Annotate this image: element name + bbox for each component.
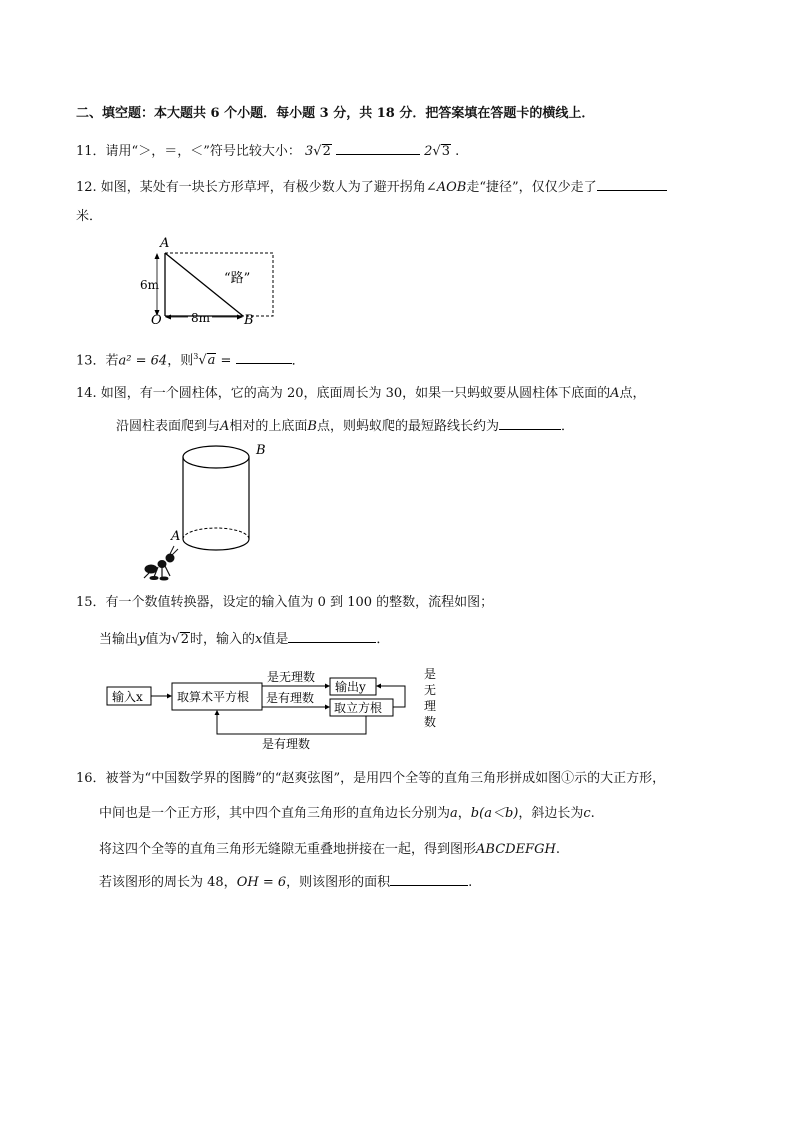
q14-text-1: 14. 如图，有一个圆柱体，它的高为 20，底面周长为 30，如果一只蚂蚁要从圆柱体下底面的 — [76, 386, 611, 401]
flow-irrational-2a: 是 — [424, 667, 437, 681]
q15-text-d: 值是 — [262, 632, 289, 647]
q12-answer-blank[interactable] — [597, 178, 667, 191]
q13-expr: a² = 64 — [118, 353, 168, 369]
q16-shape: ABCDEFGH — [476, 842, 556, 857]
question-13 — [76, 349, 305, 369]
q13-end: ． — [291, 353, 305, 369]
q12-arrow-left — [165, 315, 171, 320]
flow-irrational-2d: 数 — [424, 715, 437, 729]
flow-input-label: 输入x — [112, 690, 143, 704]
q12-dashed-rect — [165, 253, 273, 316]
q16-text-4b: ，则该图形的面积 — [286, 875, 391, 890]
q14-text-2b: 相对的上底面 — [229, 419, 308, 434]
question-12-line2: 米． — [76, 209, 103, 224]
q14-text-2c: 点，则蚂蚁爬的最短路线长约为 — [316, 419, 499, 434]
question-16-line3 — [99, 842, 560, 858]
flow-arrowhead-2 — [325, 684, 330, 689]
flow-rational-2: 是有理数 — [262, 737, 311, 751]
question-16-line4 — [99, 873, 472, 891]
q16-text-3a: 将这四个全等的直角三角形无缝隙无重叠地拼接在一起，得到图形 — [99, 842, 477, 857]
question-16-line1: 16．被誉为“中国数学界的图腾”的“赵爽弦图”，是用四个全等的直角三角形拼成如图①示的大正方形， — [76, 771, 666, 786]
q14-point-a2: A — [220, 419, 230, 434]
question-15-line1: 15．有一个数值转换器，设定的输入值为 0 到 100 的整数，流程如图； — [76, 595, 494, 610]
q12-figure — [140, 236, 280, 326]
flow-irrational-2b: 无 — [424, 683, 437, 697]
q16-text-2-end: . — [590, 806, 595, 821]
q16-answer-blank[interactable] — [390, 873, 468, 886]
q14-point-b: B — [307, 419, 317, 434]
q12-label-b: B — [244, 313, 254, 326]
cylinder-bottom-back — [183, 528, 249, 539]
q11-left-sqrt: √2 — [313, 144, 331, 159]
flow-arrowhead-3 — [325, 705, 330, 710]
flow-sqrt-label: 取算术平方根 — [177, 690, 250, 704]
q12-text-b: 走“捷径”，仅仅少走了 — [466, 180, 597, 195]
q12-arrow-up — [155, 253, 160, 259]
flow-irrational-2c: 理 — [424, 699, 437, 713]
q13-text-b: ，则 — [167, 353, 194, 369]
q13-eq: = — [220, 353, 232, 369]
q15-var-y: y — [138, 632, 146, 647]
question-11 — [76, 142, 459, 160]
q15-text-c: 时，输入的 — [189, 632, 255, 647]
q14-text-2a: 沿圆柱表面爬到与 — [116, 419, 221, 434]
question-15-line2 — [99, 630, 389, 648]
q15-text-b: 值为 — [145, 632, 172, 647]
flow-arrowhead-5 — [215, 710, 220, 715]
q12-label-a: A — [160, 236, 170, 251]
q16-comma: ， — [457, 806, 471, 821]
q16-var-a: a — [450, 806, 458, 821]
cylinder-bottom-front — [183, 539, 249, 550]
q15-answer-blank[interactable] — [288, 630, 376, 643]
q16-end: . — [468, 875, 473, 890]
q15-text-a: 当输出 — [99, 632, 139, 647]
cylinder-top — [183, 446, 249, 468]
q12-text-a: 12. 如图，某处有一块长方形草坪，有极少数人为了避开拐角 — [76, 180, 426, 195]
q12-label-6m: 6m — [140, 278, 160, 292]
q14-end: ． — [561, 419, 575, 434]
section-title: 二、填空题：本大题共 6 个小题．每小题 3 分，共 18 分．把答案填在答题卡的横线上． — [76, 106, 595, 121]
q15-sqrt: √2 — [171, 632, 189, 647]
flow-loop-rational — [217, 714, 366, 734]
q16-text-4a: 若该图形的周长为 48， — [99, 875, 237, 890]
q11-number: 11． — [76, 144, 106, 159]
question-14-line2 — [116, 417, 574, 435]
q14-label-a: A — [171, 529, 181, 544]
question-16-line2 — [99, 806, 595, 822]
flow-cbrt-label: 取立方根 — [334, 701, 383, 715]
q15-flowchart — [104, 664, 444, 754]
q12-label-o: O — [151, 313, 162, 326]
flow-irrational-1: 是无理数 — [267, 670, 316, 684]
q11-right-coef: 2 — [424, 144, 433, 159]
q12-label-8m: 8m — [191, 311, 211, 325]
q16-condition: (a＜b) — [479, 806, 519, 821]
q16-var-c: c — [583, 806, 591, 821]
q16-text-2a: 中间也是一个正方形，其中四个直角三角形的直角边长分别为 — [99, 806, 451, 821]
q14-text-1-end: 点， — [619, 386, 646, 401]
question-14-line1 — [76, 386, 646, 402]
flow-output-label: 输出y — [335, 680, 366, 694]
q15-var-x: x — [254, 632, 263, 647]
flow-arrowhead-4 — [376, 684, 381, 689]
question-12-line1 — [76, 178, 667, 196]
q14-cylinder-figure — [134, 436, 274, 586]
q13-root-index: 3 — [193, 352, 199, 361]
q14-point-a: A — [610, 386, 620, 401]
flow-rational-1: 是有理数 — [266, 691, 315, 705]
q12-label-road: “路” — [224, 271, 251, 286]
q12-angle: ∠AOB — [425, 180, 467, 195]
q15-end: ． — [376, 632, 390, 647]
flow-arrowhead-1 — [167, 694, 172, 699]
q13-answer-blank[interactable] — [236, 351, 292, 364]
q16-oh: OH = 6 — [236, 875, 287, 890]
q16-text-2b: ，斜边长为 — [518, 806, 584, 821]
q14-answer-blank[interactable] — [499, 417, 561, 430]
q11-text: 请用“＞，＝，＜”符号比较大小： — [105, 144, 301, 159]
q13-text-a: 13．若 — [76, 353, 119, 369]
q11-left-coef: 3 — [304, 144, 314, 159]
q16-text-3-end: . — [555, 842, 560, 857]
q11-answer-blank[interactable] — [336, 142, 420, 155]
ant-icon — [144, 546, 178, 580]
q13-cbrt: √a — [198, 353, 216, 369]
q11-right-sqrt: √3 — [432, 144, 450, 159]
q11-end: . — [455, 144, 460, 159]
q14-label-b: B — [256, 443, 266, 458]
q16-var-b: b — [470, 806, 480, 821]
